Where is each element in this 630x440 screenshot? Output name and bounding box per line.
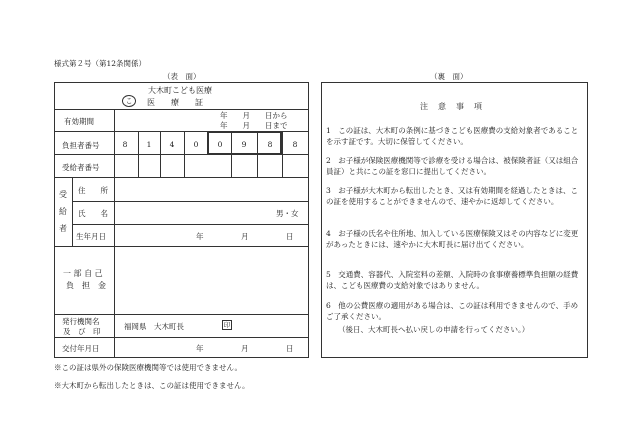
issuer-value: 福岡県 大木町長 — [124, 322, 184, 331]
payer-digit: 0 — [193, 140, 199, 149]
note-item: 3 お子様が大木町から転出したとき、又は有効期間を経過したときは、この証を使用することができませんので、速やかに返却してください。 — [326, 186, 578, 206]
beneficiary-group-label: 受 給 者 — [59, 190, 67, 233]
payer-digit: 8 — [267, 140, 273, 149]
seal-mark: 印 — [223, 321, 231, 329]
back-heading: （裏 面） — [430, 72, 468, 81]
issuer-label-1: 発行機関名 — [62, 317, 100, 326]
notes-title: 注 意 事 項 — [420, 102, 483, 111]
note-item: 6 他の公費医療の適用がある場合は、この証は利用できませんので、手めご了承ください。 — [326, 301, 579, 321]
validity-from: 年 月 日から — [220, 111, 288, 120]
cert-word: 医 療 証 — [147, 98, 203, 107]
gender-choice: 男・女 — [276, 209, 299, 218]
birth-value: 年 月 日 — [196, 232, 294, 241]
circled-ko: こ — [122, 95, 136, 107]
payer-digit: 0 — [217, 140, 223, 149]
card-title: 大木町こども医療 — [148, 86, 212, 95]
note-item: 5 交通費、容器代、入院室料の差額、入院時の食事療養標準負担額の経費は、こども医療費の支給対象ではありません。 — [326, 270, 579, 290]
footnote: ※大木町から転出したときは、この証は使用できません。 — [54, 381, 250, 390]
issue-date-label: 交付年月日 — [62, 344, 100, 353]
validity-label: 有効期間 — [64, 117, 94, 126]
payer-digit: 8 — [122, 140, 128, 149]
copay-label-1: 一 部 自 己 — [63, 269, 103, 278]
payer-digit: 4 — [169, 140, 175, 149]
validity-to: 年 月 日まで — [220, 121, 288, 130]
address-label: 住 所 — [78, 186, 108, 195]
note-item: 1 この証は、大木町の条例に基づきこども医療費の支給対象者であることを示す証です。大切に保管してください。 — [326, 126, 579, 146]
issue-date-value: 年 月 日 — [196, 344, 294, 353]
recipient-label: 受給者番号 — [62, 163, 100, 172]
note-item: 2 お子様が保険医療機関等で診療を受ける場合は、被保険者証（又は組合員証）と共にこの証を窓口に提出してください。 — [326, 156, 579, 176]
name-label: 氏 名 — [78, 209, 108, 218]
payer-digit: 1 — [146, 140, 152, 149]
form-label: 様式第２号（第12条関係） — [54, 59, 147, 68]
payer-digit: 9 — [241, 140, 247, 149]
front-heading: （表 面） — [163, 72, 201, 81]
copay-label-2: 負 担 金 — [66, 281, 106, 290]
note-item: 4 お子様の氏名や住所地、加入している医療保険又はその内容などに変更があったときには、速やかに大木町長に届け出てください。 — [326, 229, 579, 249]
payer-digit: 8 — [292, 140, 298, 149]
birth-label: 生年月日 — [76, 232, 106, 241]
issuer-label-2: 及 び 印 — [63, 327, 101, 336]
payer-label: 負担者番号 — [62, 141, 100, 150]
note-6-sub: （後日、大木町長へ払い戻しの申請を行ってください。） — [338, 325, 530, 334]
footnote: ※この証は県外の保険医療機関等では使用できません。 — [54, 363, 242, 372]
